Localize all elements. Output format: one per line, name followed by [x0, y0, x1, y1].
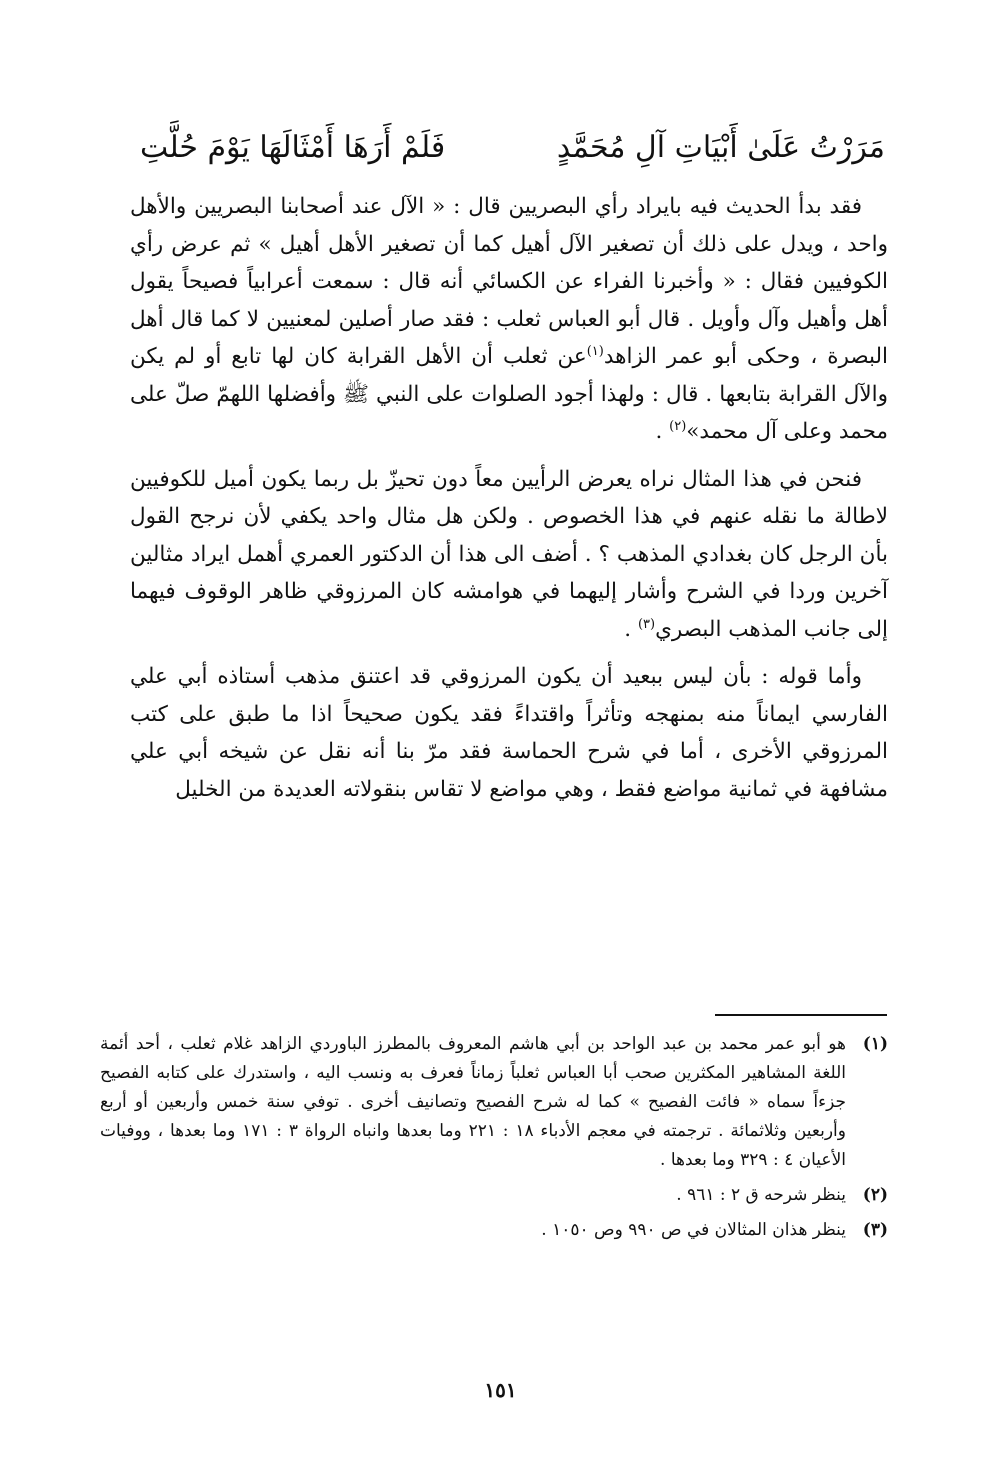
paragraph-2-part-1: فنحن في هذا المثال نراه يعرض الرأيين معاً دون تحيزّ بل ربما يكون أميل للكوفيين لاطالة ما نقله عنهم في هذا الخصوص . ولكن هل مثال واحد يكفي لأن نرجح القول بأن الرجل كان بغدادي المذهب ؟ . أضف الى هذا أن الدكتور العمري أهمل ايراد مثالين آخرين وردا في الشرح وأشار إليهما في هوامشه كان المرزوقي ظاهر الوقوف فيهما إلى جانب المذهب البصري	[130, 466, 888, 642]
poetry-verse	[140, 122, 885, 174]
footnote-number: (٢)	[862, 1185, 888, 1205]
paragraph-2-part-2: .	[624, 616, 638, 642]
paragraph-1-part-1: فقد بدأ الحديث فيه بايراد رأي البصريين قال : « الآل عند أصحابنا البصريين والأهل واحد ، ويدل على ذلك أن تصغير الآل أهيل كما أن تصغير الأهل أهيل » ثم عرض رأي الكوفيين فقال : « وأخبرنا الفراء عن الكسائي أنه قال : سمعت أعرابياً فصيحاً يقول أهل وأهيل وآل وأويل . قال أبو العباس ثعلب : فقد صار أصلين لمعنيين لا كما قال أهل البصرة ، وحكى أبو عمر الزاهد	[130, 194, 889, 369]
main-text	[130, 188, 888, 808]
footnote-item	[100, 1216, 888, 1245]
footnote-ref-1: (١)	[586, 343, 604, 359]
paragraph-1	[130, 188, 888, 451]
verse-first-hemistich: مَرَرْتُ عَلَىٰ أَبْيَاتِ آلِ مُحَمَّدٍ	[556, 130, 885, 165]
footnote-item	[100, 1181, 888, 1210]
footnote-item	[100, 1030, 888, 1175]
footnote-separator	[715, 1014, 887, 1016]
footnote-ref-2: (٢)	[669, 418, 687, 434]
footnote-text: هو أبو عمر محمد بن عبد الواحد بن أبي هاشم المعروف بالمطرز الباوردي الزاهد غلام ثعلب ، أحد أئمة اللغة المشاهير المكثرين صحب أبا العباس ثعلباً زماناً فعرف به ونسب اليه ، واستدرك على كتابه الفصيح جزءاً سماه « فائت الفصيح » كما له شرح الفصيح وتصانيف أخرى . توفي سنة خمس وأربعين أو أربع وأربعين وثلاثمائة . ترجمته في معجم الأدباء ١٨ : ٢٢١ وما بعدها وانباه الرواة ٣ : ١٧١ وما بعدها ، ووفيات الأعيان ٤ : ٣٢٩ وما بعدها .	[100, 1034, 846, 1170]
footnote-number: (١)	[862, 1034, 888, 1054]
footnote-ref-3: (٣)	[637, 616, 656, 632]
page-number: ١٥١	[484, 1378, 517, 1402]
footnote-text: ينظر شرحه ق ٢ : ٩٦١ .	[676, 1185, 846, 1205]
footnote-number: (٣)	[862, 1220, 888, 1240]
paragraph-1-part-2: عن ثعلب أن الأهل القرابة كان لها تابع أو لم يكن والآل القرابة بتابعها . قال : ولهذا أجود الصلوات على النبي ﷺ وأفضلها اللهمّ صلّ على محمد وعلى آل محمد»	[130, 344, 888, 444]
paragraph-3: وأما قوله : بأن ليس ببعيد أن يكون المرزوقي قد اعتنق مذهب أستاذه أبي علي الفارسي ايماناً منه بمنهجه وتأثراً واقتداءً فقد يكون صحيحاً اذا ما طبق على كتب المرزوقي الأخرى ، أما في شرح الحماسة فقد مرّ بنا أنه نقل عن شيخه أبي علي مشافهة في ثمانية مواضع فقط ، وهي مواضع لا تقاس بنقولاته العديدة من الخليل	[130, 664, 888, 802]
footnotes	[100, 1030, 888, 1245]
paragraph-2	[130, 461, 888, 649]
verse-second-hemistich: فَلَمْ أَرَهَا أَمْثَالَهَا يَوْمَ حُلَّتِ	[140, 130, 446, 165]
footnote-text: ينظر هذان المثالان في ص ٩٩٠ وص ١٠٥٠ .	[541, 1220, 846, 1240]
paragraph-1-part-3: .	[655, 419, 670, 444]
